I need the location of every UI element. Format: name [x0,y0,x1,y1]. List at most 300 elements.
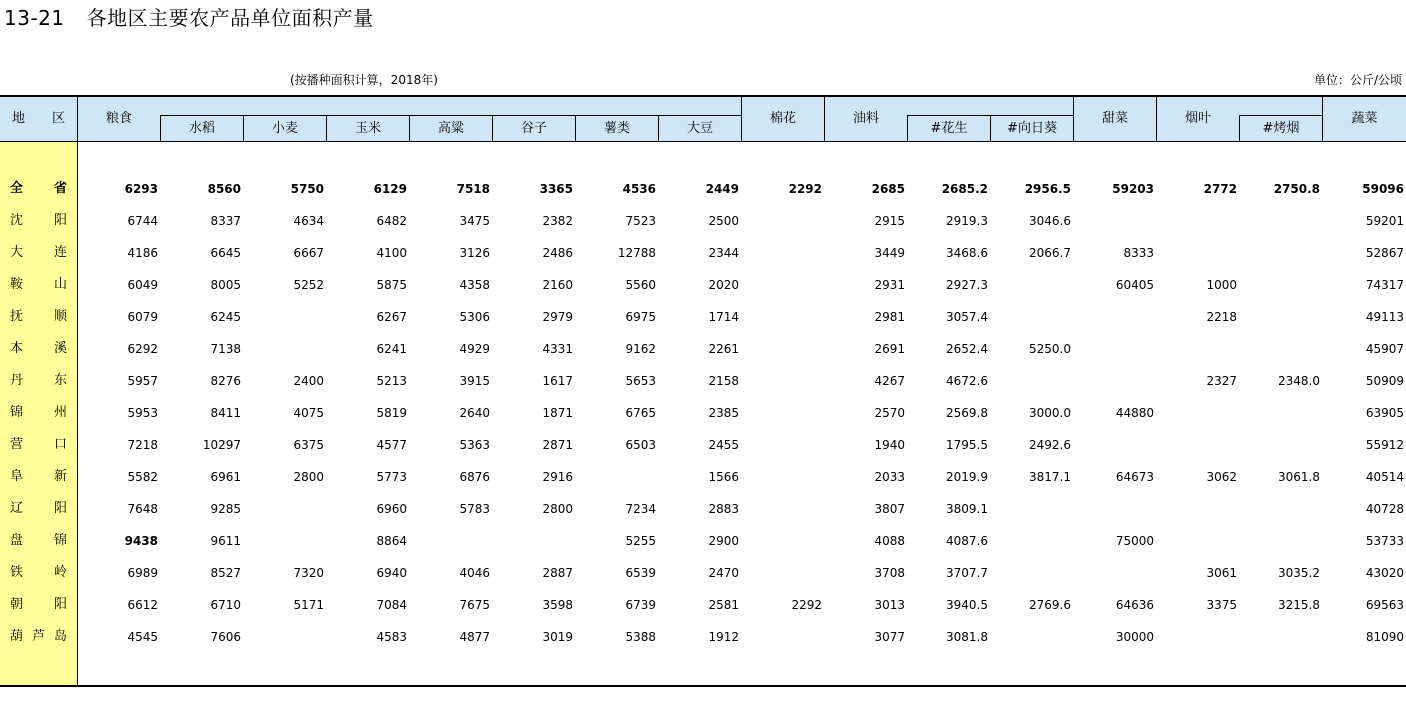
table-cell: 3915 [459,374,490,388]
table-cell: 4929 [459,342,490,356]
table-cell: 4358 [459,278,490,292]
region-char: 口 [53,437,67,452]
table-cell [741,499,824,519]
table-cell: 59203 [1112,182,1154,196]
region-char: 阳 [53,501,67,516]
table-cell: 3013 [874,598,905,612]
table-cell [1156,339,1239,359]
table-cell: 6876 [459,470,490,484]
table-cell [1073,435,1156,455]
region-char: 岭 [53,565,67,580]
table-cell: 6267 [376,310,407,324]
table-cell [1239,435,1322,455]
region-char: 山 [53,277,67,292]
table-cell [990,499,1073,519]
bottom-rule [0,685,1406,687]
table-cell: 3062 [1206,470,1237,484]
table-cell: 5957 [127,374,158,388]
header-oil: 油料 [852,110,879,126]
table-cell: 3126 [459,246,490,260]
table-cell [1239,627,1322,647]
region-char: 抚 [10,309,24,324]
region-char: 连 [53,245,67,260]
table-cell: 2570 [874,406,905,420]
table-cell: 8864 [376,534,407,548]
table-cell: 6539 [625,566,656,580]
table-cell [990,627,1073,647]
table-cell: 4046 [459,566,490,580]
table-cell: 1871 [542,406,573,420]
table-cell: 2581 [708,598,739,612]
table-cell: 2066.7 [1029,246,1071,260]
table-cell: 59096 [1362,182,1404,196]
table-cell: 40514 [1365,470,1404,484]
table-cell: 6245 [210,310,241,324]
table-cell: 2883 [708,502,739,516]
table-cell: 5653 [625,374,656,388]
table-cell: 2979 [542,310,573,324]
table-cell: 5582 [127,470,158,484]
table-cell: 4331 [542,342,573,356]
table-cell: 2160 [542,278,573,292]
table-cell [990,275,1073,295]
table-cell: 7234 [625,502,656,516]
table-cell: 6744 [127,214,158,228]
table-cell: 81090 [1365,630,1404,644]
table-cell: 60405 [1115,278,1154,292]
header-tobacco: 烟叶 [1184,110,1211,126]
table-cell: 2486 [542,246,573,260]
table-cell: 2919.3 [946,214,988,228]
table-cell [1239,275,1322,295]
table-cell: 1617 [542,374,573,388]
table-cell: 4536 [622,182,656,196]
table-cell: 3035.2 [1278,566,1320,580]
table-cell: 3215.8 [1278,598,1320,612]
table-cell [1073,211,1156,231]
region-char: 铁 [10,565,24,580]
table-cell [1073,307,1156,327]
region-char: 东 [53,373,67,388]
table-cell: 2769.6 [1029,598,1071,612]
region-label [0,339,77,359]
table-cell: 63905 [1365,406,1404,420]
table-cell: 2470 [708,566,739,580]
table-cell: 3061 [1206,566,1237,580]
table-cell: 9285 [210,502,241,516]
region-label [0,403,77,423]
header-tubers: 薯类 [603,120,630,136]
table-cell: 2691 [874,342,905,356]
table-cell: 2019.9 [946,470,988,484]
table-cell: 6989 [127,566,158,580]
table-cell: 5363 [459,438,490,452]
region-char: 丹 [10,373,24,388]
table-cell: 2685.2 [941,182,988,196]
table-cell [990,531,1073,551]
table-cell [1156,627,1239,647]
table-cell: 2915 [874,214,905,228]
table-number: 13-21 [4,6,65,30]
region-label [0,307,77,327]
table-cell: 1714 [708,310,739,324]
table-cell: 5388 [625,630,656,644]
table-cell: 2640 [459,406,490,420]
table-cell: 53733 [1365,534,1404,548]
table-cell [575,467,658,487]
table-cell [1156,403,1239,423]
table-cell: 1000 [1206,278,1237,292]
header-cotton: 棉花 [769,110,796,126]
table-cell: 5250.0 [1029,342,1071,356]
table-cell: 49113 [1365,310,1404,324]
region-char: 芦 [31,629,45,644]
table-cell: 3000.0 [1029,406,1071,420]
table-cell: 5783 [459,502,490,516]
table-cell [1156,499,1239,519]
table-cell: 75000 [1115,534,1154,548]
table-cell [990,307,1073,327]
header-region-char: 地 [12,110,26,126]
table-cell: 6503 [625,438,656,452]
table-cell: 6293 [124,182,158,196]
table-cell [1073,371,1156,391]
table-cell: 5560 [625,278,656,292]
table-cell: 7606 [210,630,241,644]
table-cell: 1912 [708,630,739,644]
table-cell: 64673 [1115,470,1154,484]
table-cell: 2033 [874,470,905,484]
table-cell: 2927.3 [946,278,988,292]
table-cell: 4583 [376,630,407,644]
table-cell: 10297 [202,438,241,452]
region-char: 新 [53,469,67,484]
table-cell: 3449 [874,246,905,260]
table-cell: 3598 [542,598,573,612]
table-cell [741,339,824,359]
header-wheat: 小麦 [271,120,298,136]
table-cell [990,563,1073,583]
table-cell: 1795.5 [946,438,988,452]
table-cell: 7518 [456,182,490,196]
table-cell: 2652.4 [946,342,988,356]
table-cell: 4075 [293,406,324,420]
table-cell: 4267 [874,374,905,388]
table-cell: 2900 [708,534,739,548]
table-cell: 3817.1 [1029,470,1071,484]
table-cell: 5306 [459,310,490,324]
table-cell [1156,211,1239,231]
region-label [0,179,77,199]
table-title: 各地区主要农产品单位面积产量 [86,6,374,30]
table-cell: 2871 [542,438,573,452]
table-cell: 8276 [210,374,241,388]
region-char: 辽 [10,501,24,516]
region-char: 锦 [53,533,67,548]
table-cell: 5171 [293,598,324,612]
table-cell: 2800 [542,502,573,516]
table-cell: 8005 [210,278,241,292]
table-cell: 3057.4 [946,310,988,324]
table-cell: 2292 [791,598,822,612]
table-cell: 43020 [1365,566,1404,580]
table-cell: 9438 [124,534,158,548]
table-cell: 2449 [705,182,739,196]
table-cell: 6241 [376,342,407,356]
table-cell: 6482 [376,214,407,228]
table-cell: 30000 [1115,630,1154,644]
table-cell: 8527 [210,566,241,580]
region-char: 沈 [10,213,24,228]
region-char: 葫 [10,629,24,644]
table-cell [1239,307,1322,327]
table-cell [1073,563,1156,583]
table-cell: 6960 [376,502,407,516]
table-cell: 2750.8 [1273,182,1320,196]
region-label [0,371,77,391]
table-cell: 74317 [1365,278,1404,292]
region-label [0,531,77,551]
region-label [0,563,77,583]
table-cell [741,371,824,391]
table-cell [1239,403,1322,423]
table-cell: 3707.7 [946,566,988,580]
table-cell: 3809.1 [946,502,988,516]
table-cell [243,499,326,519]
table-cell: 2344 [708,246,739,260]
table-cell: 6612 [127,598,158,612]
table-cell [492,531,575,551]
region-char: 阳 [53,213,67,228]
table-cell: 40728 [1365,502,1404,516]
table-cell: 2400 [293,374,324,388]
table-cell [243,531,326,551]
table-cell: 2348.0 [1278,374,1320,388]
table-cell: 2956.5 [1024,182,1071,196]
region-label [0,627,77,647]
table-cell: 6975 [625,310,656,324]
table-cell: 2981 [874,310,905,324]
region-char: 阜 [10,469,24,484]
table-cell: 3475 [459,214,490,228]
table-cell: 44880 [1115,406,1154,420]
table-cell: 6049 [127,278,158,292]
table-cell: 6667 [293,246,324,260]
region-char: 盘 [10,533,24,548]
table-cell: 3081.8 [946,630,988,644]
table-cell: 3061.8 [1278,470,1320,484]
table-cell: 1940 [874,438,905,452]
table-cell: 8411 [210,406,241,420]
table-cell: 9611 [210,534,241,548]
header-vegetables: 蔬菜 [1351,110,1378,126]
table-cell: 3940.5 [946,598,988,612]
table-cell: 2292 [788,182,822,196]
region-char: 锦 [10,405,24,420]
table-cell [243,307,326,327]
region-char: 大 [10,245,24,260]
table-cell: 6129 [373,182,407,196]
table-cell: 8333 [1123,246,1154,260]
table-cell: 6375 [293,438,324,452]
table-cell: 2158 [708,374,739,388]
table-cell: 4672.6 [946,374,988,388]
table-cell [741,211,824,231]
header-millet: 谷子 [520,120,547,136]
table-cell [741,531,824,551]
table-cell: 45907 [1365,342,1404,356]
table-cell: 7675 [459,598,490,612]
table-cell: 6645 [210,246,241,260]
table-cell [243,627,326,647]
table-cell: 3708 [874,566,905,580]
table-cell: 12788 [617,246,656,260]
table-cell: 8560 [207,182,241,196]
region-char: 全 [10,181,24,196]
region-label [0,595,77,615]
table-cell: 3019 [542,630,573,644]
table-cell [1239,243,1322,263]
table-cell: 8337 [210,214,241,228]
header-rice: 水稻 [188,120,215,136]
table-cell [1239,339,1322,359]
region-char: 阳 [53,597,67,612]
table-cell [741,275,824,295]
table-cell: 7523 [625,214,656,228]
table-cell: 7084 [376,598,407,612]
table-cell: 4877 [459,630,490,644]
header-flue-tobacco: #烤烟 [1262,120,1300,136]
region-char: 鞍 [10,277,24,292]
table-cell: 4088 [874,534,905,548]
table-cell: 3807 [874,502,905,516]
table-cell: 59201 [1365,214,1404,228]
table-cell [1156,531,1239,551]
region-char: 顺 [53,309,67,324]
header-corn: 玉米 [354,120,381,136]
table-cell [741,403,824,423]
table-cell: 4634 [293,214,324,228]
table-cell [741,563,824,583]
table-cell: 3468.6 [946,246,988,260]
table-cell: 2800 [293,470,324,484]
table-cell: 5953 [127,406,158,420]
table-cell: 3046.6 [1029,214,1071,228]
table-cell: 2020 [708,278,739,292]
table-cell [1156,243,1239,263]
table-note: (按播种面积计算，2018年) [290,73,438,87]
header-region [0,96,77,141]
table-cell: 2931 [874,278,905,292]
table-cell [990,371,1073,391]
table-cell [741,627,824,647]
table-cell: 7320 [293,566,324,580]
header-region-char: 区 [51,110,65,126]
table-cell [1073,499,1156,519]
region-char: 岛 [53,629,67,644]
table-cell: 7648 [127,502,158,516]
table-cell: 2382 [542,214,573,228]
region-char: 溪 [53,341,67,356]
table-cell: 3077 [874,630,905,644]
header-grain: 粮食 [105,110,132,126]
header-sorghum: 高粱 [437,120,464,136]
table-cell: 6961 [210,470,241,484]
region-char: 营 [10,437,24,452]
table-cell [409,531,492,551]
table-cell: 3375 [1206,598,1237,612]
header-soybean: 大豆 [686,120,713,136]
table-cell: 5252 [293,278,324,292]
region-char: 省 [53,181,67,196]
header-sunflower: #向日葵 [1007,120,1057,136]
region-label [0,275,77,295]
table-cell: 2887 [542,566,573,580]
table-cell: 5213 [376,374,407,388]
table-cell [1239,531,1322,551]
table-cell: 5819 [376,406,407,420]
table-cell: 55912 [1365,438,1404,452]
unit-label: 单位：公斤/公顷 [1313,73,1402,87]
table-cell: 4100 [376,246,407,260]
table-cell: 6739 [625,598,656,612]
table-cell: 5255 [625,534,656,548]
table-cell: 4087.6 [946,534,988,548]
table-cell: 9162 [625,342,656,356]
table-cell: 2916 [542,470,573,484]
table-cell: 2569.8 [946,406,988,420]
region-label [0,243,77,263]
region-label [0,435,77,455]
table-cell: 69563 [1365,598,1404,612]
region-label [0,499,77,519]
table-cell: 6079 [127,310,158,324]
table-cell: 6710 [210,598,241,612]
table-cell [1239,211,1322,231]
table-cell: 2261 [708,342,739,356]
table-cell: 50909 [1365,374,1404,388]
table-cell: 2772 [1203,182,1237,196]
header-bottom-rule [0,141,1406,142]
region-label [0,467,77,487]
table-cell [741,307,824,327]
table-cell: 2218 [1206,310,1237,324]
table-cell: 2685 [871,182,905,196]
table-cell: 2492.6 [1029,438,1071,452]
table-cell: 3365 [539,182,573,196]
table-cell: 64636 [1115,598,1154,612]
table-cell: 1566 [708,470,739,484]
table-cell: 52867 [1365,246,1404,260]
table-cell: 5750 [290,182,324,196]
table-cell: 2455 [708,438,739,452]
table-cell: 5875 [376,278,407,292]
table-cell: 2327 [1206,374,1237,388]
table-cell: 5773 [376,470,407,484]
table-cell: 4577 [376,438,407,452]
table-cell [1073,339,1156,359]
table-cell [1239,499,1322,519]
table-cell: 2500 [708,214,739,228]
table-cell: 7218 [127,438,158,452]
table-cell: 7138 [210,342,241,356]
table-cell [741,243,824,263]
table-cell: 6765 [625,406,656,420]
table-cell: 6940 [376,566,407,580]
table-cell [741,435,824,455]
table-cell: 4545 [127,630,158,644]
region-char: 本 [10,341,24,356]
